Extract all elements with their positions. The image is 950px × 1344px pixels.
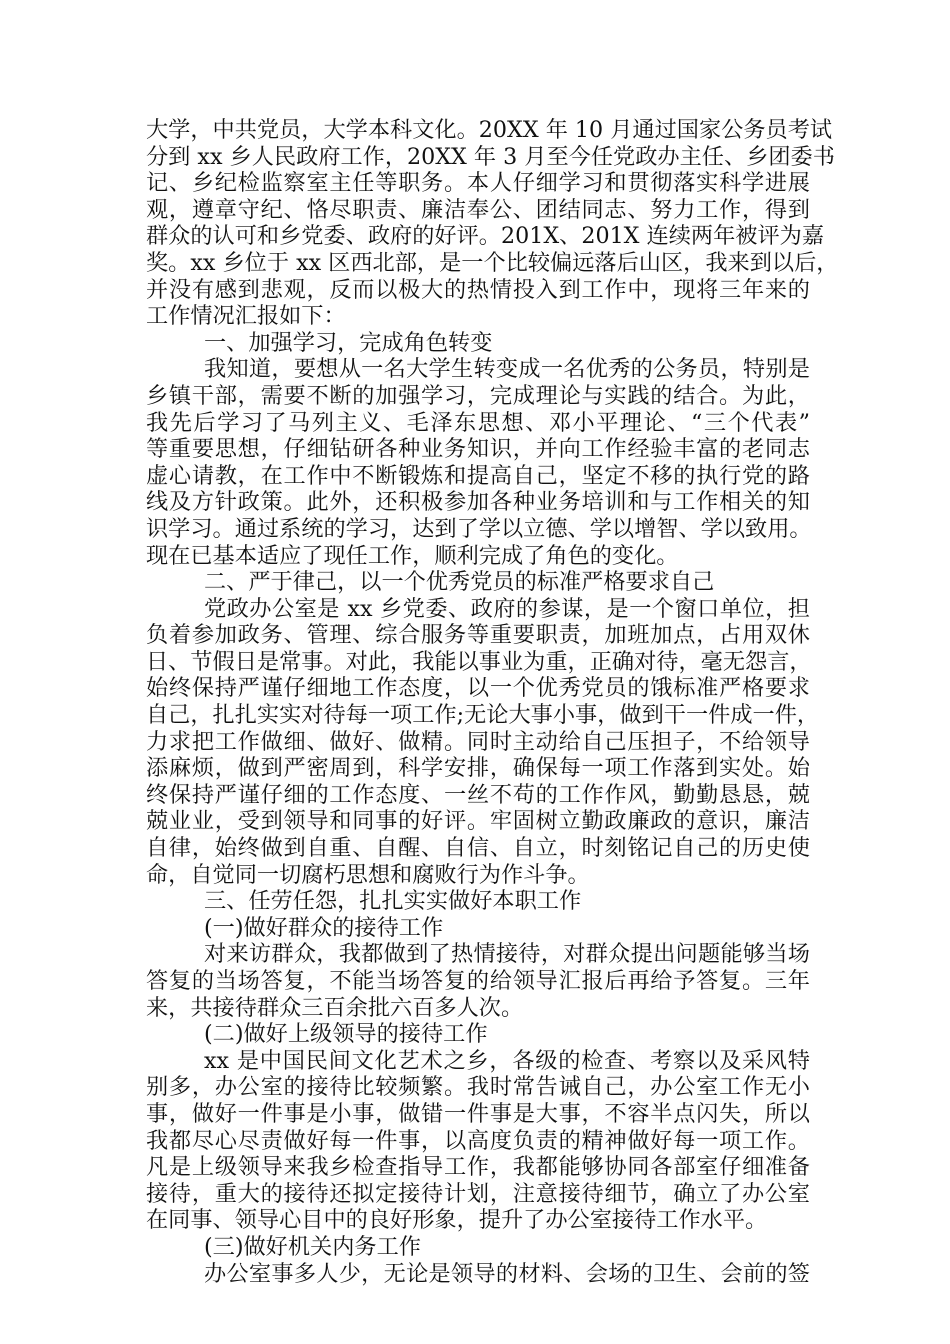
text-line: 别多，办公室的接待比较频繁。我时常告诫自己，办公室工作无小 [146,1074,810,1101]
text-line: 识学习。通过系统的学习，达到了学以立德、学以增智、学以致用。 [146,515,812,542]
section-heading: 一、加强学习，完成角色转变 [204,329,493,356]
text-line: 我都尽心尽责做好每一件事，以高度负责的精神做好每一项工作。 [146,1127,810,1154]
text-line: 自律，始终做到自重、自醒、自信、自立，时刻铭记自己的历史使 [146,835,810,862]
subsection-heading: (三)做好机关内务工作 [204,1233,421,1260]
text-line: 始终保持严谨仔细地工作态度，以一个优秀党员的饿标准严格要求 [146,675,810,702]
text-line: 日、节假日是常事。对此，我能以事业为重，正确对待，毫无怨言， [146,648,812,675]
paragraph-first-line: 办公室事多人少，无论是领导的材料、会场的卫生、会前的签 [204,1260,810,1287]
text-line: 接待，重大的接待还拟定接待计划，注意接待细节，确立了办公室 [146,1180,810,1207]
text-line: 记、乡纪检监察室主任等职务。本人仔细学习和贯彻落实科学进展 [146,170,810,197]
paragraph-last-line: 命，自觉同一切腐朽思想和腐败行为作斗争。 [146,861,590,888]
text-line: 群众的认可和乡党委、政府的好评。201X、201X 连续两年被评为嘉 [146,223,825,250]
text-line: 添麻烦，做到严密周到，科学安排，确保每一项工作落到实处。始 [146,755,810,782]
text-line: 答复的当场答复，不能当场答复的给领导汇报后再给予答复。三年 [146,968,810,994]
text-line: 线及方针政策。此外，还积极参加各种业务培训和与工作相关的知 [146,489,810,516]
text-line: 我先后学习了马列主义、毛泽东思想、邓小平理论、“三个代表” [146,409,810,436]
paragraph-first-line: xx 是中国民间文化艺术之乡，各级的检查、考察以及采风特 [204,1047,810,1074]
subsection-heading: (二)做好上级领导的接待工作 [204,1021,488,1048]
text-line: 自己，扎扎实实对待每一项工作;无论大事小事，做到干一件成一件， [146,702,820,729]
section-heading: 二、严于律己，以一个优秀党员的标准严格要求自己 [204,569,715,596]
text-line: 分到 xx 乡人民政府工作，20XX 年 3 月至今任党政办主任、乡团委书 [146,143,835,170]
paragraph-last-line: 工作情况汇报如下： [146,303,346,330]
text-line: 乡镇干部，需要不断的加强学习，完成理论与实践的结合。为此， [146,382,810,409]
paragraph-last-line: 现在已基本适应了现任工作，顺利完成了角色的变化。 [146,542,679,569]
document-body [146,117,839,1287]
paragraph-first-line: 我知道，要想从一名大学生转变成一名优秀的公务员，特别是 [204,356,810,383]
text-line: 等重要思想，仔细钻研各种业务知识，并向工作经验丰富的老同志 [146,436,810,463]
paragraph-last-line: 来，共接待群众三百余批六百多人次。 [146,994,524,1021]
text-line: 观，遵章守纪、恪尽职责、廉洁奉公、团结同志、努力工作，得到 [146,196,810,223]
text-line: 事，做好一件事是小事，做错一件事是大事，不容半点闪失，所以 [146,1100,810,1127]
text-line: 凡是上级领导来我乡检查指导工作，我都能够协同各部室仔细准备 [146,1154,810,1181]
text-line: 并没有感到悲观，反而以极大的热情投入到工作中，现将三年来的 [146,276,810,303]
paragraph-first-line: 党政办公室是 xx 乡党委、政府的参谋，是一个窗口单位，担 [204,595,810,622]
text-line: 兢业业，受到领导和同事的好评。牢固树立勤政廉政的意识，廉洁 [146,808,810,835]
text-line: 负着参加政务、管理、综合服务等重要职责，加班加点，占用双休 [146,622,810,649]
text-line: 终保持严谨仔细的工作态度、一丝不苟的工作作风，勤勤恳恳，兢 [146,781,810,808]
text-line: 虚心请教，在工作中不断锻炼和提高自己，坚定不移的执行党的路 [146,462,810,489]
text-line: 力求把工作做细、做好、做精。同时主动给自己压担子，不给领导 [146,728,810,755]
section-heading: 三、任劳任怨，扎扎实实做好本职工作 [204,888,582,915]
text-line: 大学，中共党员，大学本科文化。20XX 年 10 月通过国家公务员考试 [146,117,833,143]
subsection-heading: (一)做好群众的接待工作 [204,914,444,941]
text-line: 奖。xx 乡位于 xx 区西北部，是一个比较偏远落后山区，我来到以后， [146,249,839,276]
paragraph-first-line: 对来访群众，我都做到了热情接待，对群众提出问题能够当场 [204,941,810,968]
paragraph-last-line: 在同事、领导心目中的良好形象，提升了办公室接待工作水平。 [146,1207,768,1234]
